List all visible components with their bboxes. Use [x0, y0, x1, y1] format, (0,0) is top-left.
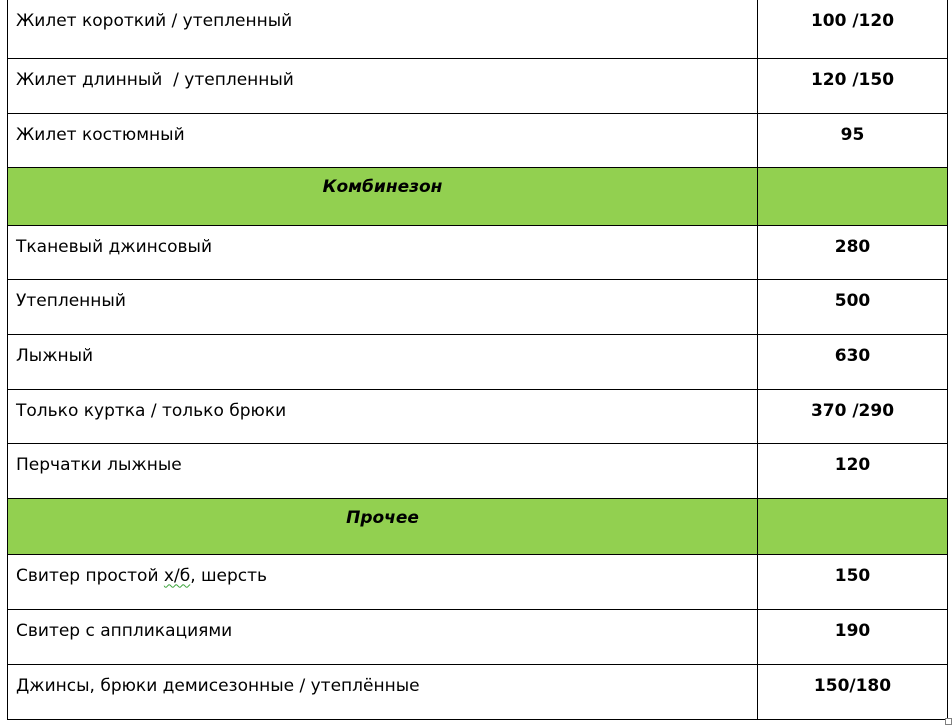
item-price: 120: [758, 443, 948, 498]
item-price: 120 /150: [758, 58, 948, 113]
item-name: Свитер с аппликациями: [8, 609, 758, 664]
spellcheck-marked-word: х/б: [163, 565, 191, 586]
item-name: Утепленный: [8, 279, 758, 334]
item-price: 370 /290: [758, 389, 948, 443]
item-price: 500: [758, 279, 948, 334]
table-resize-handle[interactable]: [945, 718, 952, 725]
table-row: [8, 334, 948, 389]
table-row: [8, 279, 948, 334]
item-price: 630: [758, 334, 948, 389]
item-name: [8, 554, 758, 609]
section-header-row: [8, 498, 948, 554]
section-title: Комбинезон: [8, 167, 758, 225]
table-row: [8, 609, 948, 664]
section-empty-cell: [758, 498, 948, 554]
item-price: 280: [758, 225, 948, 279]
section-empty-cell: [758, 167, 948, 225]
section-header-row: [8, 167, 948, 225]
table-row: [8, 389, 948, 443]
table-row: [8, 225, 948, 279]
item-price: 95: [758, 113, 948, 167]
table-row: [8, 0, 948, 58]
item-price: 150: [758, 554, 948, 609]
item-name: Жилет короткий / утепленный: [8, 0, 758, 58]
item-price: 150/180: [758, 664, 948, 719]
item-name: Жилет длинный / утепленный: [8, 58, 758, 113]
item-name: Только куртка / только брюки: [8, 389, 758, 443]
section-title: Прочее: [8, 498, 758, 554]
item-price: 190: [758, 609, 948, 664]
table-row: [8, 113, 948, 167]
item-price: 100 /120: [758, 0, 948, 58]
item-name: Тканевый джинсовый: [8, 225, 758, 279]
table-row: [8, 664, 948, 719]
item-name: Лыжный: [8, 334, 758, 389]
item-name-part: , шерсть: [190, 565, 268, 586]
table-row: [8, 443, 948, 498]
price-table: [7, 0, 948, 720]
item-name: Жилет костюмный: [8, 113, 758, 167]
item-name: Джинсы, брюки демисезонные / утеплённые: [8, 664, 758, 719]
table-row: [8, 554, 948, 609]
item-name: Перчатки лыжные: [8, 443, 758, 498]
item-name-part: Свитер простой: [16, 565, 164, 586]
table-row: [8, 58, 948, 113]
